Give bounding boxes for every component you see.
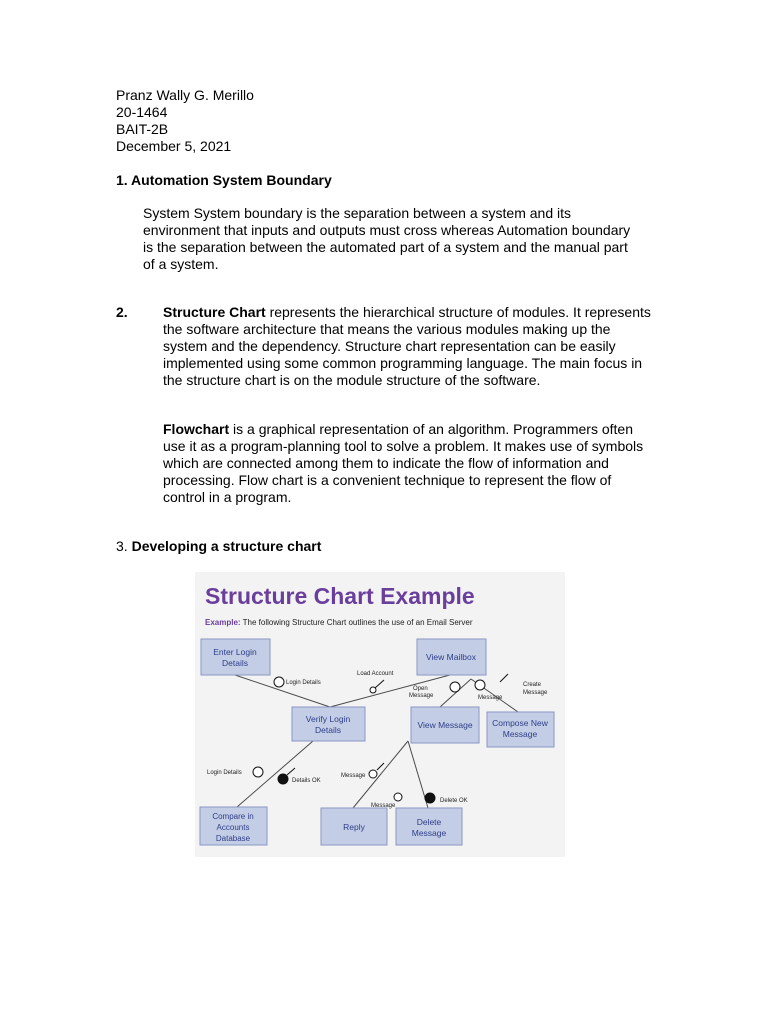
student-id: 20-1464 <box>116 104 168 120</box>
flow-label: Message <box>523 690 548 696</box>
module-box <box>292 707 365 741</box>
section3-heading <box>116 538 321 554</box>
module-label: Database <box>215 834 251 843</box>
structure-chart-diagram <box>195 572 565 857</box>
module-label: Delete <box>416 817 442 827</box>
module-label: Compare in <box>212 812 254 821</box>
module-compare-accounts <box>200 807 267 845</box>
flow-label: Create <box>523 682 542 688</box>
data-couple-icon <box>274 677 284 687</box>
document-date: December 5, 2021 <box>116 138 232 154</box>
figure-caption <box>205 618 473 627</box>
module-label: Details <box>222 658 248 668</box>
control-flag-icon <box>278 774 288 784</box>
module-label: Compose New <box>492 718 548 728</box>
flow-label: Delete OK <box>440 798 468 804</box>
flow-label: Login Details <box>207 770 242 776</box>
flow-label: Message <box>341 773 366 779</box>
section3-prefix: 3. <box>116 538 132 554</box>
structure-chart-definition: represents the hierarchical structure of modules. It represents the software architecture that means the various modules making up the system and the dependency. Structure chart representation can be easily implemented using some common programming language. The main focus in the structure chart is on the module structure of the software. <box>163 304 651 388</box>
structure-chart-paragraph <box>163 304 653 389</box>
data-couple-icon <box>394 793 402 801</box>
module-label: Message <box>411 828 447 838</box>
data-couple-icon <box>475 680 485 690</box>
module-view-message <box>411 707 479 743</box>
module-box <box>201 639 270 675</box>
figure-caption-label: Example: <box>205 618 241 627</box>
module-label: Message <box>502 729 538 739</box>
data-couple-icon <box>253 767 263 777</box>
author-name: Pranz Wally G. Merillo <box>116 87 254 103</box>
flow-label: Details OK <box>292 778 321 784</box>
module-label: View Message <box>417 720 473 730</box>
flow-label: Message <box>371 803 396 809</box>
flow-label: Login Details <box>286 680 321 686</box>
flow-label: Open <box>413 686 428 692</box>
flowchart-paragraph <box>163 421 653 506</box>
structure-chart-term: Structure Chart <box>163 304 266 320</box>
module-label: View Mailbox <box>426 652 476 662</box>
data-couple-icon <box>369 770 377 778</box>
module-verify-login <box>292 707 365 741</box>
section1-heading: 1. Automation System Boundary <box>116 172 332 188</box>
module-label: Accounts <box>216 823 250 832</box>
section1-body: System System boundary is the separation between a system and its environment that inputs and outputs must cross whereas Automation boundary is the separation between the automated part of a system and the manual part of a system. <box>143 205 631 272</box>
data-couple-icon <box>370 687 376 693</box>
structure-chart-figure <box>195 572 565 857</box>
flow-label: Message <box>478 695 503 701</box>
flow-label: Load Account <box>357 671 394 677</box>
section-code: BAIT-2B <box>116 121 169 137</box>
module-label: Verify Login <box>305 714 351 724</box>
flowchart-definition: is a graphical representation of an algorithm. Programmers often use it as a program-planning tool to solve a problem. It makes use of symbols which are connected among them to indicate the flow of information and processing. Flow chart is a convenient technique to represent the flow of control in a program. <box>163 421 644 505</box>
flow-label: Message <box>409 693 434 699</box>
module-compose-new <box>487 712 554 747</box>
module-view-mailbox <box>417 639 486 675</box>
control-flag-icon <box>425 793 435 803</box>
module-label: Reply <box>343 822 365 832</box>
module-label: Enter Login <box>213 647 257 657</box>
flowchart-term: Flowchart <box>163 421 230 437</box>
module-label: Details <box>315 725 341 735</box>
module-reply <box>321 808 387 845</box>
module-enter-login <box>201 639 270 675</box>
section3-title: Developing a structure chart <box>131 538 322 554</box>
data-couple-icon <box>450 682 460 692</box>
section2-number: 2. <box>116 304 128 320</box>
document-header <box>116 87 254 155</box>
module-delete-message <box>396 808 462 845</box>
figure-caption-text: The following Structure Chart outlines the use of an Email Server <box>240 618 473 627</box>
figure-title: Structure Chart Example <box>205 583 475 609</box>
